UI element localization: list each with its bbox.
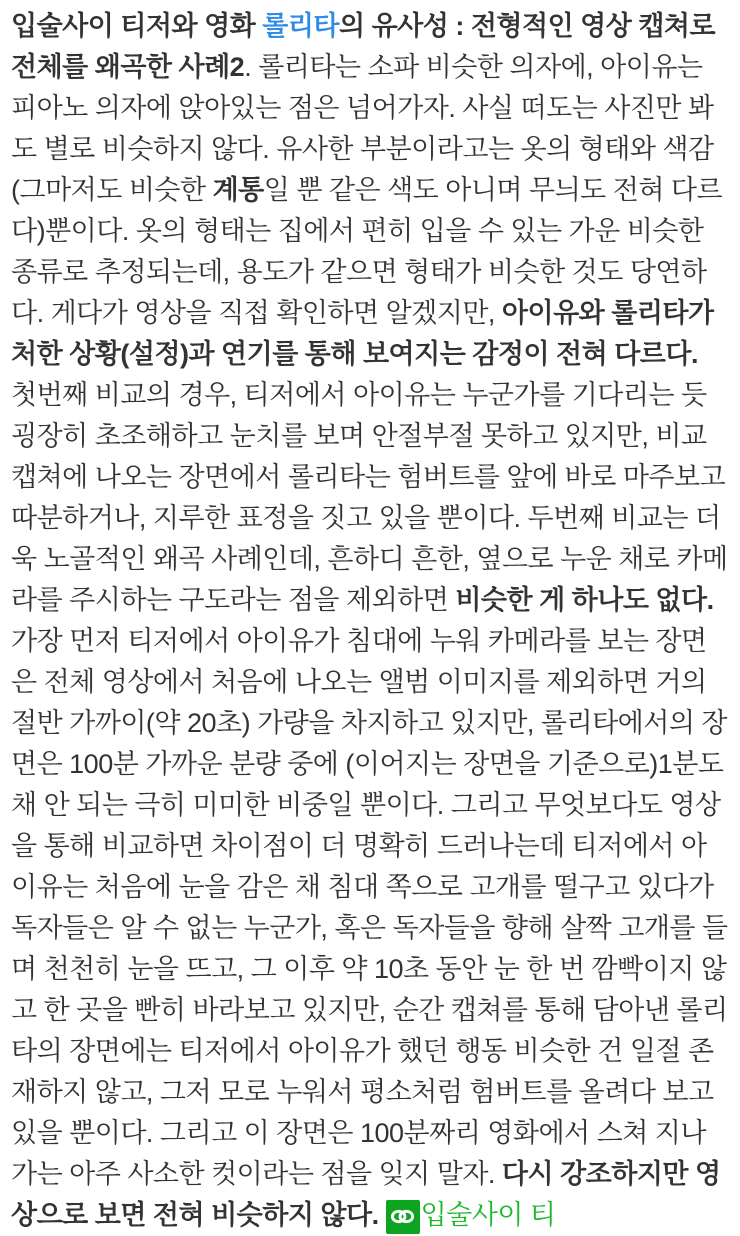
emphasis-text: 비슷한 게 하나도 없다.: [455, 585, 714, 615]
emphasis-text: 아이유와 롤리타가 처한 상황(설정)과 연기를 통해 보여지는 감정이 전혀 다르다.: [11, 298, 714, 369]
source-link[interactable]: 입술사이 티: [420, 1200, 556, 1230]
emphasis-text: 계통: [212, 175, 264, 205]
link-icon[interactable]: [386, 1200, 420, 1234]
body-text: [379, 1200, 386, 1230]
emphasis-text: 입술사이 티저와 영화: [11, 11, 263, 41]
body-text: 가장 먼저 티저에서 아이유가 침대에 누워 카메라를 보는 장면은 전체 영상에서 처음에 나오는 앨범 이미지를 제외하면 거의 절반 가까이(약 20초) 가량을 차지하고 있지만, 롤리타에서의 장면은 100분 가까운 분량 중에 (이어지는 장면을 기준으로)1분도 채 안 되는 극히 미미한 비중일 뿐이다. 그리고 무엇보다도 영상을 통해 비교하면 차이점이 더 명확히 드러나는데 티저에서 아이유는 처음에 눈을 감은 채 침대 쪽으로 고개를 떨구고 있다가 독자들은 알 수 없는 누군가, 혹은 독자들을 향해 살짝 고개를 들며 천천히 눈을 뜨고, 그 이후 약 10초 동안 눈 한 번 깜빡이지 않고 한 곳을 빤히 바라보고 있지만, 순간 캡쳐를 통해 담아낸 롤리타의 장면에는 티저에서 아이유가 했던 행동 비슷한 건 일절 존재하지 않고, 그저 모로 누워서 평소처럼 험버트를 올려다 보고 있을 뿐이다. 그리고 이 장면은 100분짜리 영화에서 스쳐 지나가는 아주 사소한 컷이라는 점을 잊지 말자.: [11, 626, 728, 1189]
emphasis-text: 다시 강조하지만 영상으로 보면 전혀 비슷하지 않다.: [11, 1159, 721, 1230]
body-text: 일 뿐 같은 색도 아니며 무늬도 전혀 다르다)뿐이다. 옷의 형태는 집에서 편히 입을 수 있는 가운 비슷한 종류로 추정되는데, 용도가 같으면 형태가 비슷한 것도 당연하다. 게다가 영상을 직접 확인하면 알겠지만,: [11, 175, 723, 328]
emphasis-text: 의 유사성 : 전형적인 영상 캡쳐로 전체를 왜곡한 사례2: [11, 11, 716, 82]
body-text: 첫번째 비교의 경우, 티저에서 아이유는 누군가를 기다리는 듯 굉장히 초조해하고 눈치를 보며 안절부절 못하고 있지만, 비교 캡쳐에 나오는 장면에서 롤리타는 험버트를 앞에 바로 마주보고 따분하거나, 지루한 표정을 짓고 있을 뿐이다. 두번째 비교는 더욱 노골적인 왜곡 사례인데, 흔하디 흔한, 옆으로 누운 채로 카메라를 주시하는 구도라는 점을 제외하면: [11, 380, 728, 615]
body-text: . 롤리타는 소파 비슷한 의자에, 아이유는 피아노 의자에 앉아있는 점은 넘어가자. 사실 떠도는 사진만 봐도 별로 비슷하지 않다. 유사한 부분이라고는 옷의 형태와 색감(그마저도 비슷한: [11, 52, 714, 205]
lolita-movie-link[interactable]: 롤리타: [262, 11, 339, 41]
